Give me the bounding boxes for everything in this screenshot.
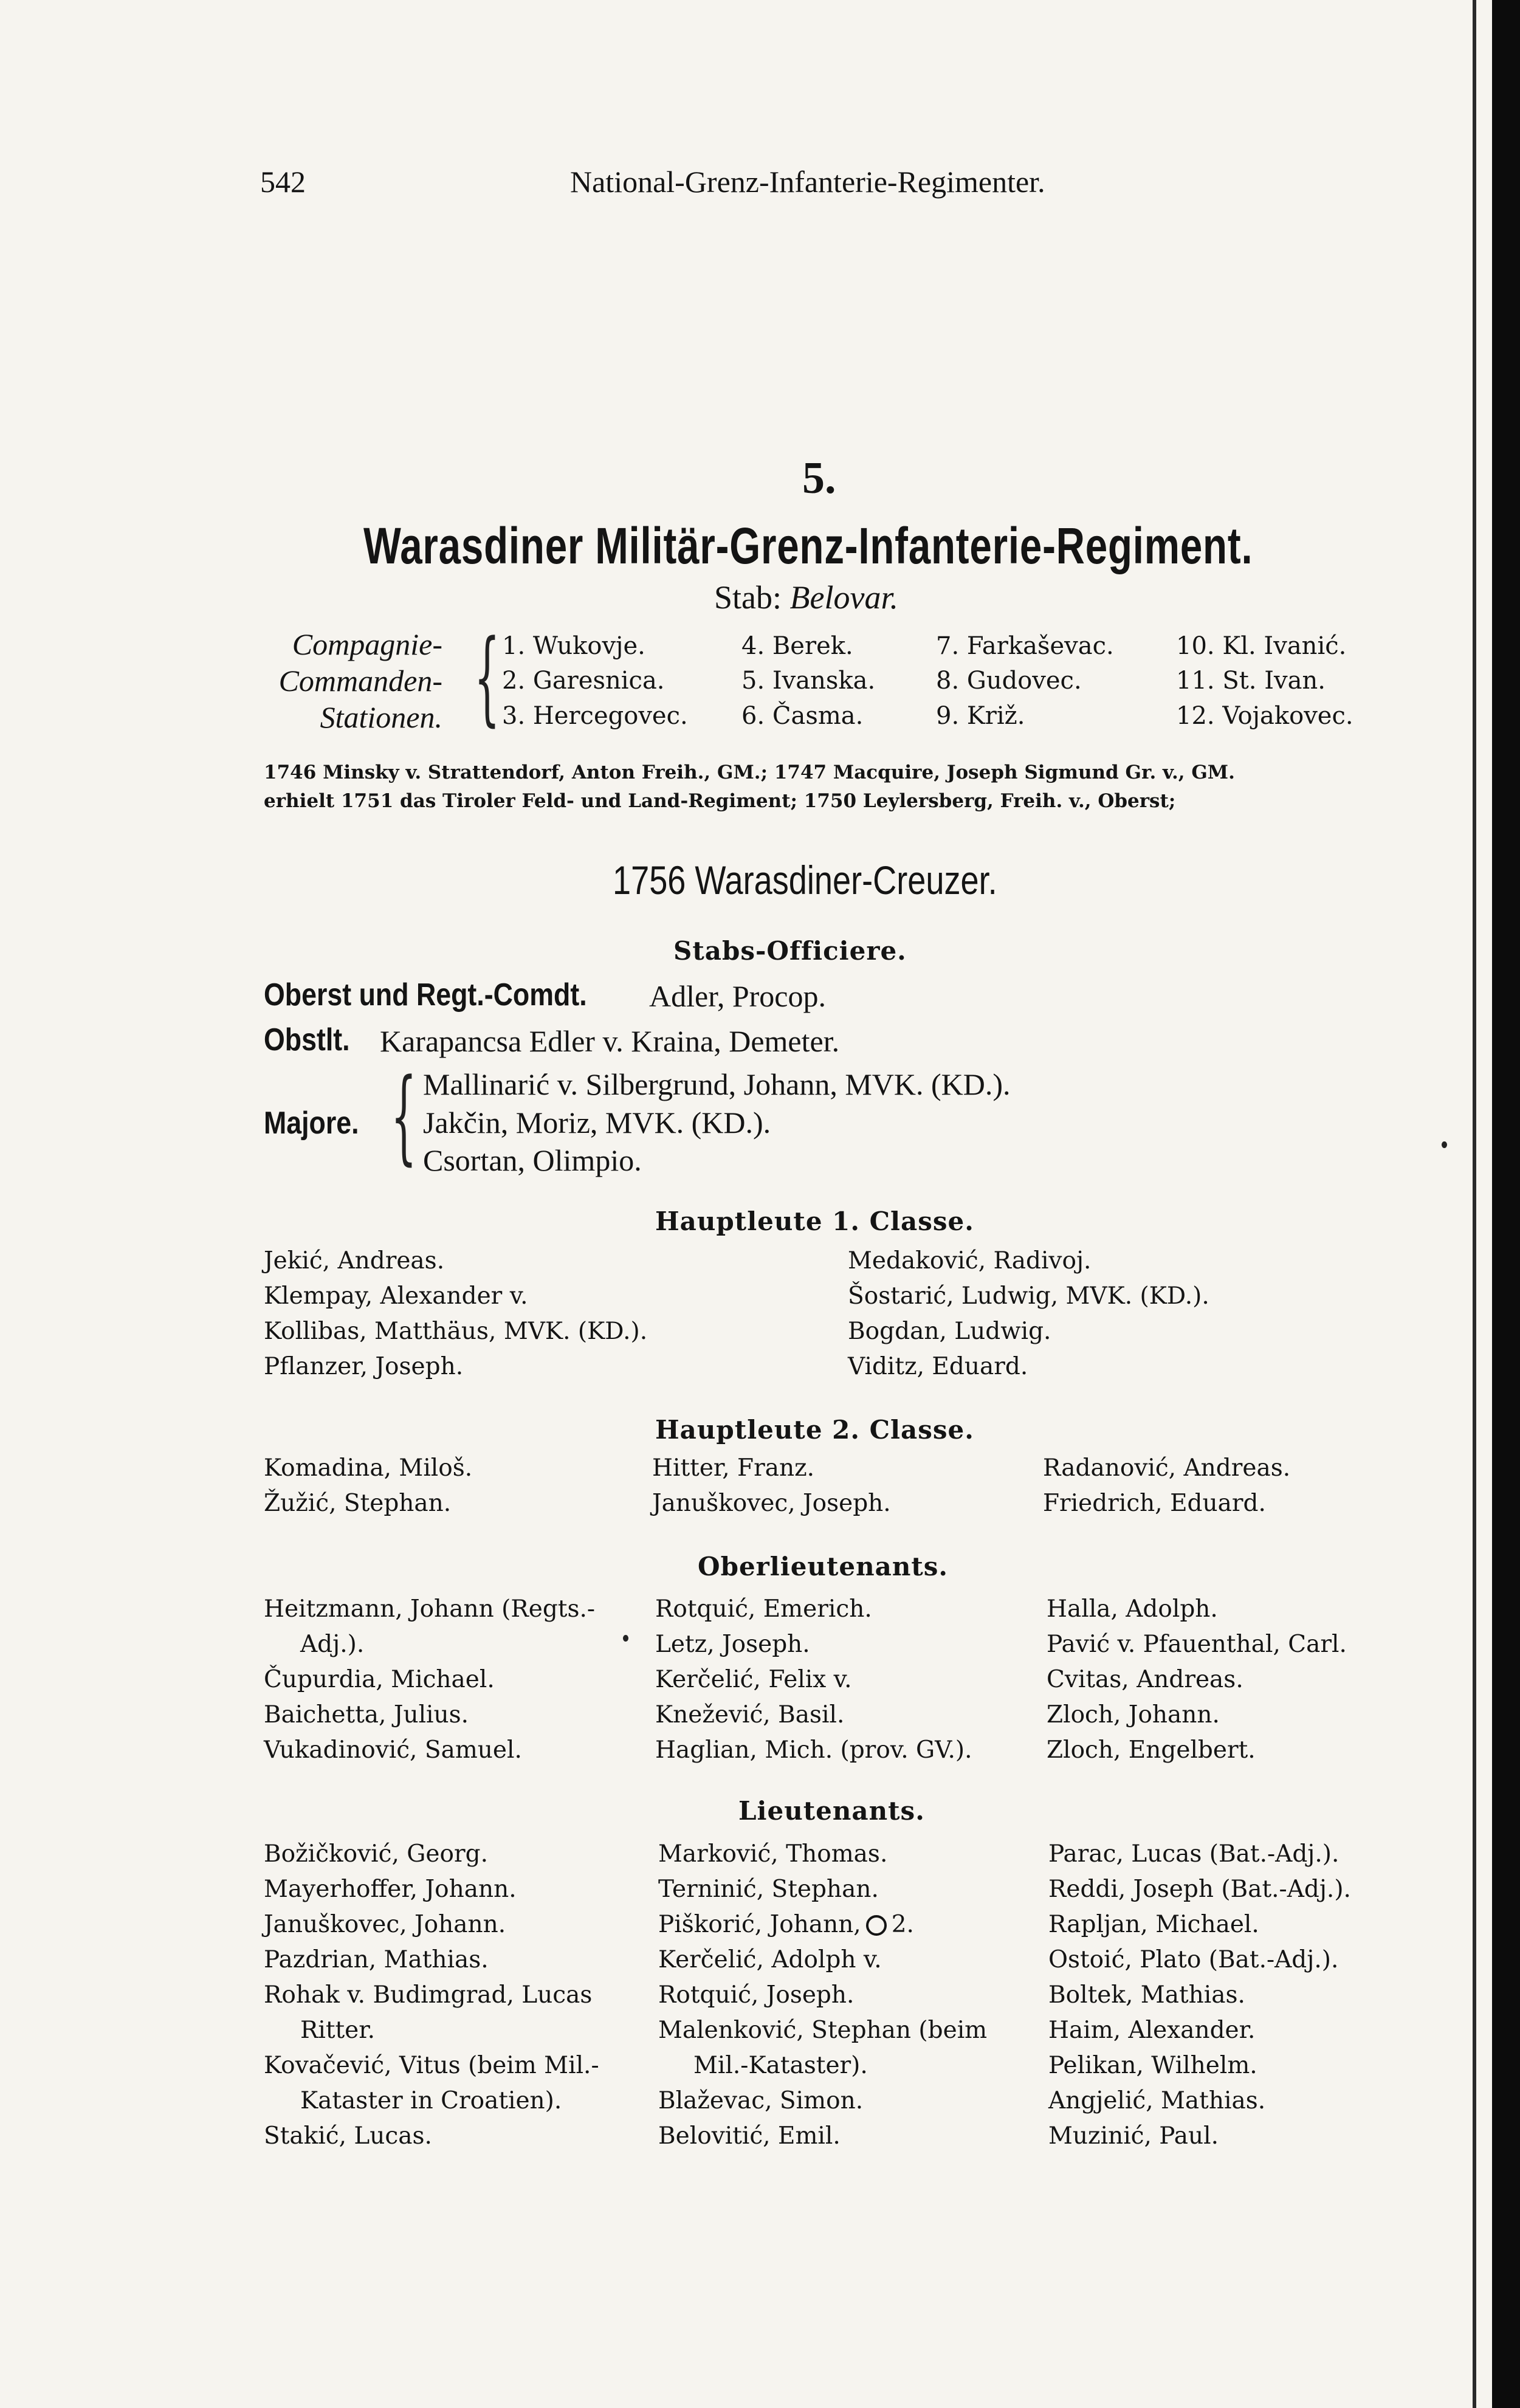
- list-item: Terninić, Stephan.: [658, 1876, 879, 1903]
- list-item: Kataster in Croatien).: [300, 2087, 562, 2114]
- list-item: Kerčelić, Felix v.: [655, 1666, 852, 1693]
- list-item: Klempay, Alexander v.: [264, 1282, 528, 1310]
- oberst-name: Adler, Procop.: [649, 979, 826, 1013]
- list-item: Kerčelić, Adolph v.: [658, 1946, 882, 1973]
- list-item: Žužić, Stephan.: [264, 1490, 452, 1517]
- list-item: Mil.-Kataster).: [693, 2052, 868, 2079]
- oberst-rank: Oberst und Regt.-Comdt.: [264, 977, 587, 1013]
- stations-label-3: Stationen.: [320, 700, 442, 734]
- list-item: Adj.).: [300, 1631, 365, 1658]
- hauptleute-1-heading: Hauptleute 1. Classe.: [655, 1206, 974, 1236]
- major-1: Mallinarić v. Silbergrund, Johann, MVK. (KD.).: [423, 1067, 1011, 1101]
- list-item: Rohak v. Budimgrad, Lucas: [264, 1981, 593, 2009]
- list-item: Baichetta, Julius.: [264, 1701, 469, 1729]
- station-5: 5. Ivanska.: [741, 667, 876, 695]
- list-item: Mayerhoffer, Johann.: [264, 1876, 517, 1903]
- list-item: Blaževac, Simon.: [658, 2087, 864, 2114]
- stab-line: [714, 579, 898, 616]
- page-edge: [1492, 0, 1520, 2408]
- history-line-2: erhielt 1751 das Tiroler Feld- und Land-Regiment; 1750 Leylersberg, Freih. v., Oberst;: [264, 790, 1176, 812]
- list-item: Januškovec, Joseph.: [652, 1490, 891, 1517]
- list-item: Pazdrian, Mathias.: [264, 1946, 489, 1973]
- list-item: Letz, Joseph.: [655, 1631, 810, 1658]
- station-6: 6. Časma.: [741, 702, 864, 730]
- list-item: Pavić v. Pfauenthal, Carl.: [1047, 1631, 1347, 1658]
- list-item: Čupurdia, Michael.: [264, 1666, 495, 1693]
- obstlt-name: Karapancsa Edler v. Kraina, Demeter.: [380, 1024, 840, 1058]
- list-item: Knežević, Basil.: [655, 1701, 845, 1729]
- station-1: 1. Wukovje.: [502, 632, 645, 660]
- list-item: Boltek, Mathias.: [1048, 1981, 1245, 2009]
- margin-mark: [1442, 1141, 1447, 1148]
- stabs-officiere-heading: Stabs-Officiere.: [673, 936, 907, 966]
- creuzer-title: 1756 Warasdiner-Creuzer.: [613, 858, 997, 903]
- list-item: Rapljan, Michael.: [1048, 1911, 1259, 1938]
- list-item: Marković, Thomas.: [658, 1840, 888, 1868]
- station-8: 8. Gudovec.: [936, 667, 1082, 695]
- obstlt-rank: Obstlt.: [264, 1022, 350, 1058]
- stab-place: Belovar.: [789, 579, 898, 616]
- station-4: 4. Berek.: [741, 632, 853, 660]
- list-item: Bogdan, Ludwig.: [848, 1318, 1051, 1345]
- list-item: Haglian, Mich. (prov. GV.).: [655, 1736, 972, 1764]
- stab-label: Stab:: [714, 579, 782, 616]
- list-item: Kollibas, Matthäus, MVK. (KD.).: [264, 1318, 648, 1345]
- stations-label-1: Compagnie-: [292, 627, 442, 661]
- major-2: Jakčin, Moriz, MVK. (KD.).: [423, 1106, 771, 1140]
- list-item: Medaković, Radivoj.: [848, 1247, 1092, 1275]
- running-title: National-Grenz-Infanterie-Regimenter.: [570, 165, 1045, 199]
- list-item: Zloch, Johann.: [1047, 1701, 1220, 1729]
- list-item: Cvitas, Andreas.: [1047, 1666, 1243, 1693]
- list-item: Kovačević, Vitus (beim Mil.-: [264, 2052, 599, 2079]
- station-11: 11. St. Ivan.: [1176, 667, 1326, 695]
- list-item: Pflanzer, Joseph.: [264, 1353, 464, 1380]
- list-item-text: Piškorić, Johann,: [658, 1911, 861, 1938]
- page-number: 542: [260, 165, 306, 199]
- list-item: Pelikan, Wilhelm.: [1048, 2052, 1257, 2079]
- history-line-1: 1746 Minsky v. Strattendorf, Anton Freih., GM.; 1747 Macquire, Joseph Sigmund Gr. v., GM.: [264, 762, 1235, 783]
- regiment-title: Warasdiner Militär-Grenz-Infanterie-Regiment.: [363, 517, 1253, 574]
- majore-brace-icon: {: [391, 1056, 417, 1175]
- list-item: Januškovec, Johann.: [264, 1911, 506, 1938]
- circle-icon: [866, 1915, 887, 1936]
- list-item: Angjelić, Mathias.: [1048, 2087, 1266, 2114]
- list-item: Komadina, Miloš.: [264, 1454, 473, 1482]
- list-item: Muzinić, Paul.: [1048, 2122, 1219, 2150]
- lieutenants-heading: Lieutenants.: [738, 1796, 925, 1826]
- list-item: Radanović, Andreas.: [1043, 1454, 1291, 1482]
- list-item: Malenković, Stephan (beim: [658, 2017, 988, 2044]
- stations-label-2: Commanden-: [278, 664, 442, 698]
- list-item: Hitter, Franz.: [652, 1454, 815, 1482]
- station-9: 9. Križ.: [936, 702, 1025, 730]
- list-item: [658, 1911, 914, 1938]
- margin-mark: [623, 1635, 628, 1642]
- list-item: Belovitić, Emil.: [658, 2122, 841, 2150]
- stations-brace-icon: {: [474, 617, 500, 737]
- list-item: Friedrich, Eduard.: [1043, 1490, 1266, 1517]
- hauptleute-2-heading: Hauptleute 2. Classe.: [655, 1415, 974, 1445]
- order-class: 2.: [891, 1911, 914, 1938]
- major-3: Csortan, Olimpio.: [423, 1143, 642, 1177]
- list-item: Viditz, Eduard.: [848, 1353, 1028, 1380]
- list-item: Ritter.: [300, 2017, 376, 2044]
- station-12: 12. Vojakovec.: [1176, 702, 1353, 730]
- list-item: Heitzmann, Johann (Regts.-: [264, 1595, 596, 1623]
- page-gutter-line: [1473, 0, 1476, 2408]
- oberlieutenants-heading: Oberlieutenants.: [698, 1552, 949, 1581]
- list-item: Haim, Alexander.: [1048, 2017, 1256, 2044]
- list-item: Vukadinović, Samuel.: [264, 1736, 522, 1764]
- list-item: Božičković, Georg.: [264, 1840, 488, 1868]
- list-item: Rotquić, Joseph.: [658, 1981, 855, 2009]
- station-3: 3. Hercegovec.: [502, 702, 688, 730]
- majore-rank: Majore.: [264, 1106, 359, 1141]
- list-item: Jekić, Andreas.: [264, 1247, 445, 1275]
- list-item: Rotquić, Emerich.: [655, 1595, 872, 1623]
- list-item: Halla, Adolph.: [1047, 1595, 1218, 1623]
- station-2: 2. Garesnica.: [502, 667, 665, 695]
- list-item: Parac, Lucas (Bat.-Adj.).: [1048, 1840, 1339, 1868]
- list-item: Reddi, Joseph (Bat.-Adj.).: [1048, 1876, 1351, 1903]
- station-7: 7. Farkaševac.: [936, 632, 1114, 660]
- list-item: Šostarić, Ludwig, MVK. (KD.).: [848, 1282, 1209, 1310]
- regiment-number: 5.: [802, 453, 836, 503]
- station-10: 10. Kl. Ivanić.: [1176, 632, 1347, 660]
- list-item: Ostoić, Plato (Bat.-Adj.).: [1048, 1946, 1339, 1973]
- list-item: Stakić, Lucas.: [264, 2122, 432, 2150]
- list-item: Zloch, Engelbert.: [1047, 1736, 1256, 1764]
